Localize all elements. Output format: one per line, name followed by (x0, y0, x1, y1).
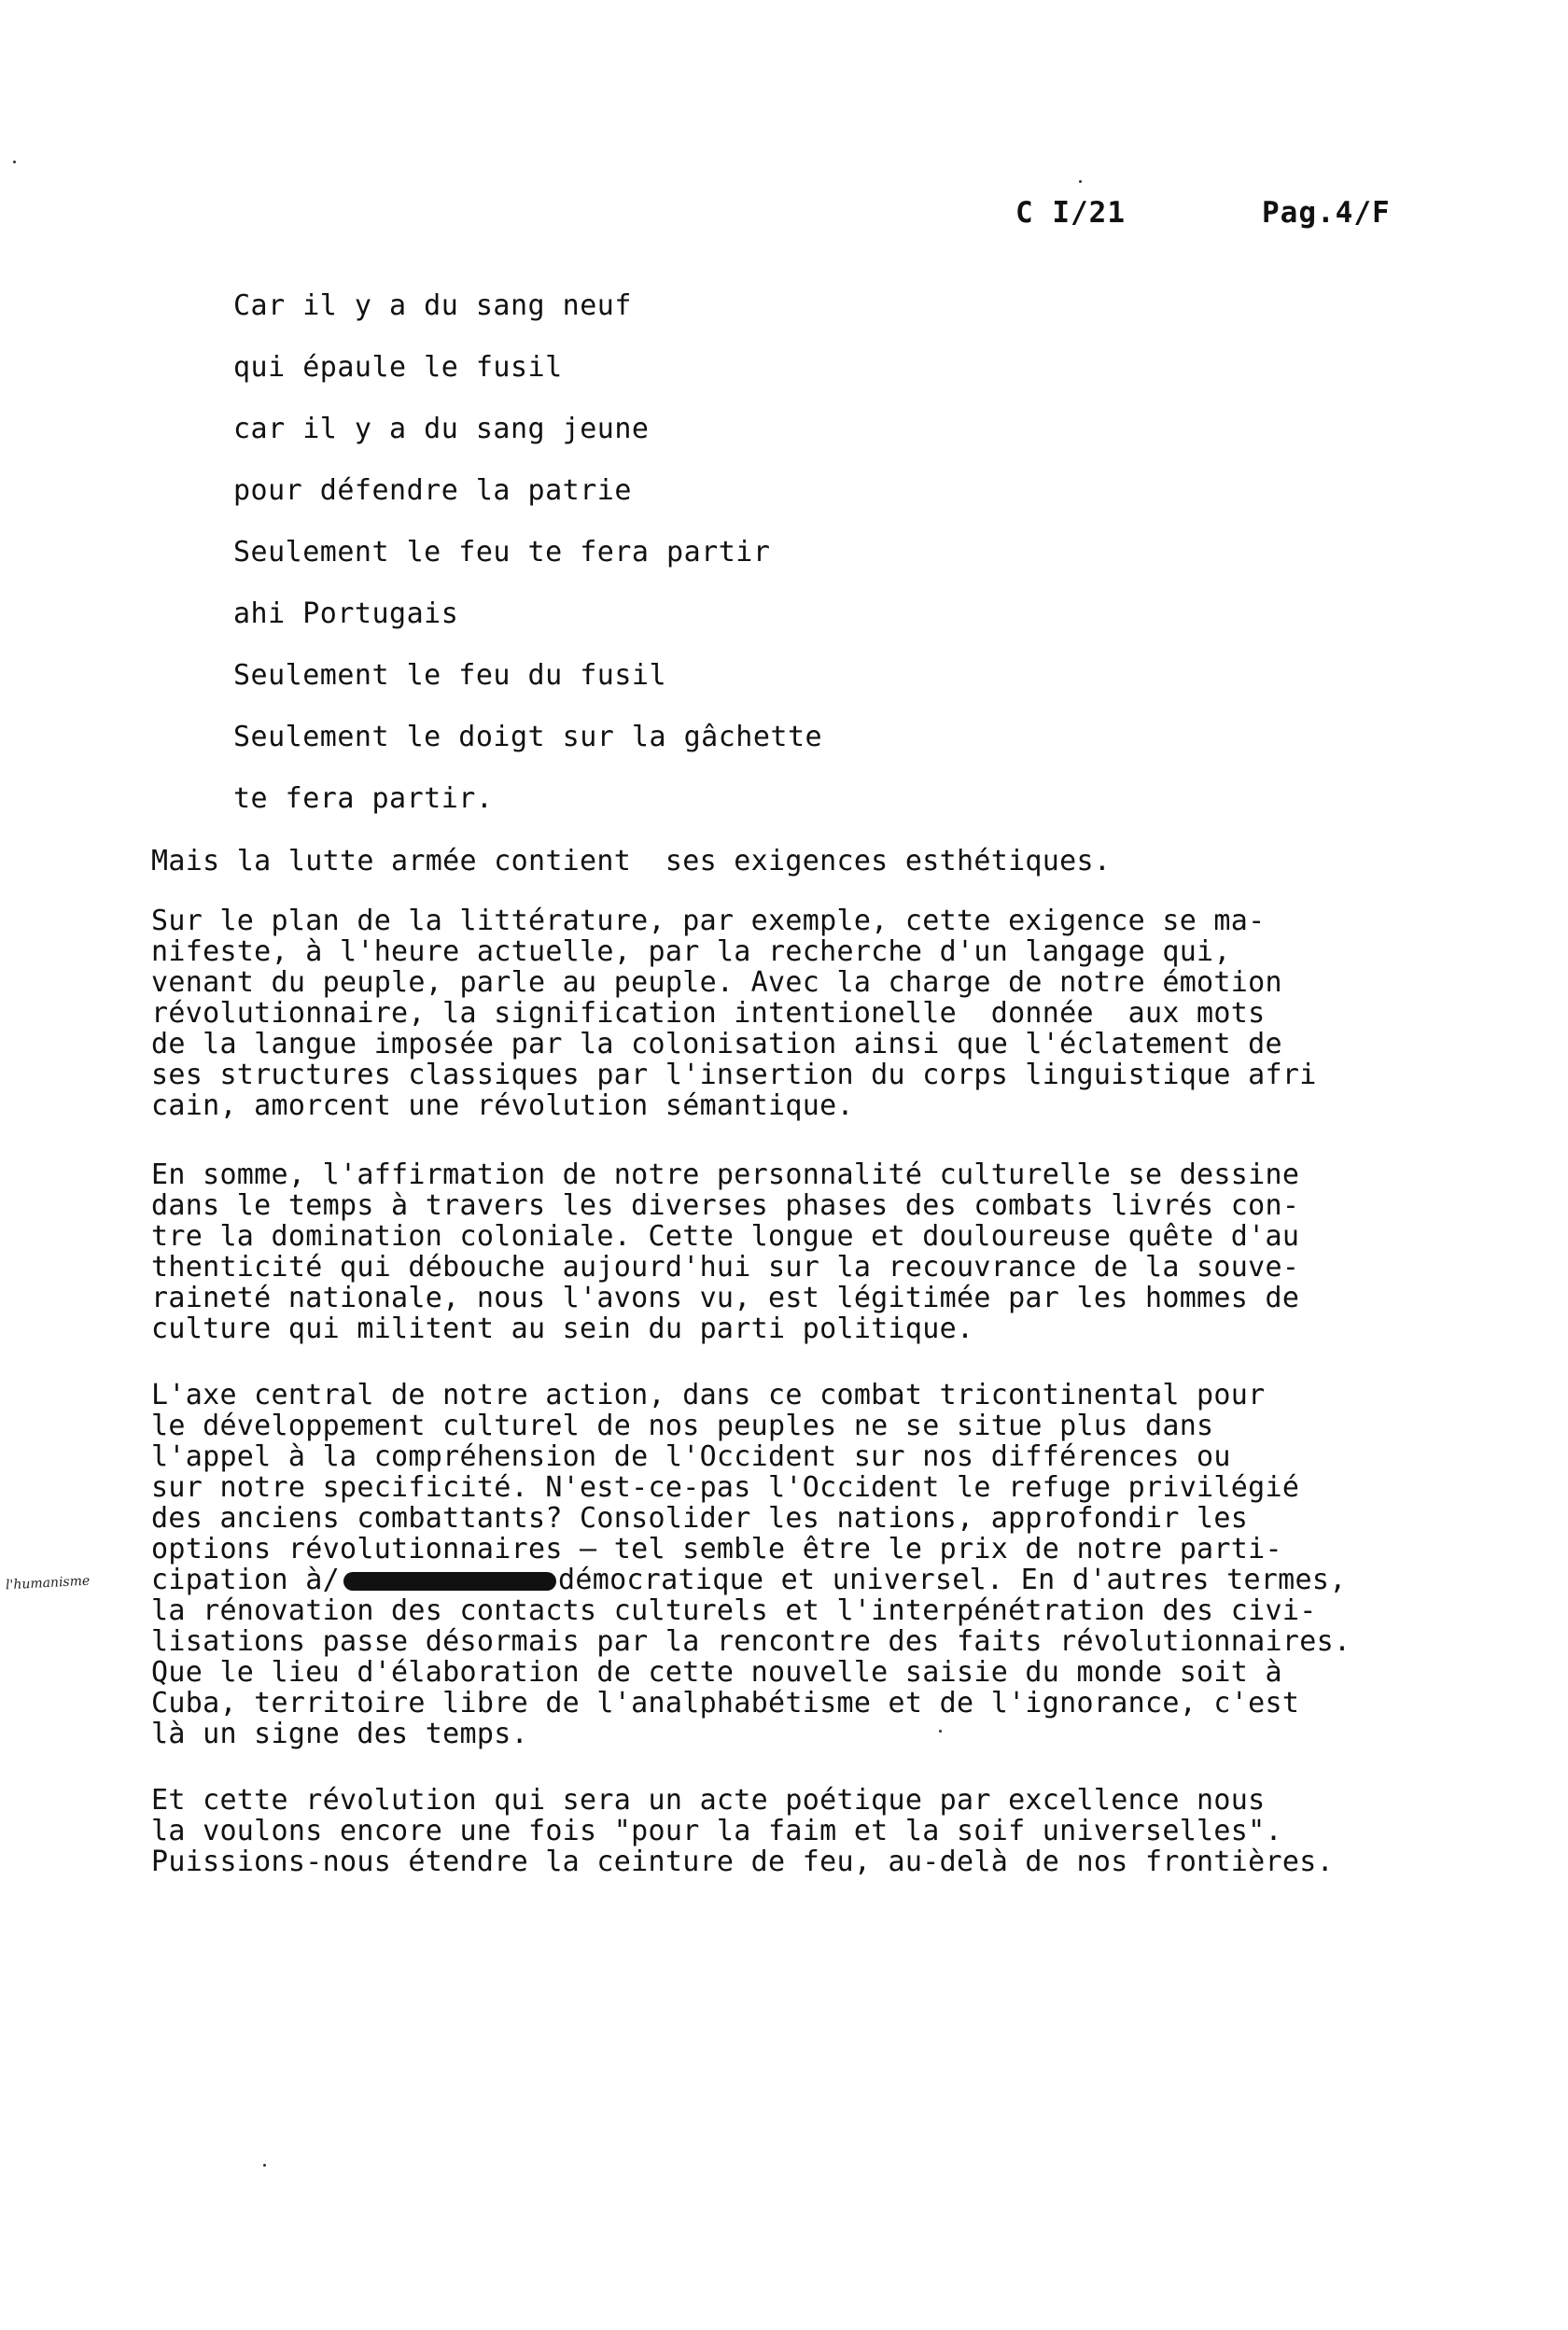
paragraph-line: tre la domination coloniale. Cette longue et douloureuse quête d'au (151, 1220, 1300, 1253)
page-number: Pag.4/F (1262, 196, 1391, 230)
handwritten-margin-note: l'humanisme (5, 1573, 91, 1593)
poem-line: Seulement le doigt sur la gâchette (233, 721, 823, 753)
paper-speck (939, 1730, 942, 1733)
poem-block (233, 288, 822, 842)
paragraph-line: des anciens combattants? Consolider les nations, approfondir les (151, 1502, 1249, 1535)
paragraph-line: cain, amorcent une révolution sémantique. (151, 1089, 854, 1122)
paragraph-line: là un signe des temps. (151, 1718, 528, 1750)
paragraph-line: En somme, l'affirmation de notre personnalité culturelle se dessine (151, 1158, 1300, 1191)
paragraph-line: la voulons encore une fois "pour la faim et la soif universelles". (151, 1815, 1282, 1847)
paragraph-line: Puissions-nous étendre la ceinture de feu, au-delà de nos frontières. (151, 1846, 1334, 1878)
paragraph-line: lisations passe désormais par la rencontre des faits révolutionnaires. (151, 1625, 1351, 1658)
paper-speck (1079, 180, 1082, 183)
paragraph-central-axis (151, 1380, 1495, 1749)
paragraph-armed-struggle (151, 846, 1495, 877)
paragraph-line: Cuba, territoire libre de l'analphabétisme et de l'ignorance, c'est (151, 1687, 1300, 1719)
paragraph-line: l'appel à la compréhension de l'Occident sur nos différences ou (151, 1440, 1231, 1473)
poem-line: qui épaule le fusil (233, 351, 563, 384)
poem-line: pour défendre la patrie (233, 474, 632, 507)
redaction-mark (343, 1572, 556, 1591)
poem-line: Seulement le feu du fusil (233, 659, 667, 692)
paragraph-line: venant du peuple, parle au peuple. Avec la charge de notre émotion (151, 966, 1282, 999)
paragraph-line: Que le lieu d'élaboration de cette nouvelle saisie du monde soit à (151, 1656, 1282, 1689)
paragraph-cultural-identity (151, 1159, 1495, 1344)
paragraph-line: Sur le plan de la littérature, par exemple, cette exigence se ma- (151, 905, 1266, 937)
poem-line: Car il y a du sang neuf (233, 289, 632, 322)
paragraph-literature (151, 905, 1495, 1121)
paragraph-poetic-revolution (151, 1785, 1495, 1877)
paper-speck (263, 2164, 266, 2167)
paragraph-line: la rénovation des contacts culturels et l'interpénétration des civi- (151, 1594, 1317, 1627)
line-end: démocratique et universel. En d'autres termes, (557, 1564, 1347, 1596)
paragraph-line: options révolutionnaires — tel semble être le prix de notre parti- (151, 1533, 1282, 1565)
poem-line: car il y a du sang jeune (233, 413, 650, 445)
paragraph-line-redacted (151, 1565, 1495, 1595)
paragraph-line: thenticité qui débouche aujourd'hui sur la recouvrance de la souve- (151, 1251, 1300, 1284)
poem-line: te fera partir. (233, 782, 494, 815)
reference-code: C I/21 (1015, 196, 1126, 230)
paper-speck (13, 161, 16, 163)
paragraph-line: culture qui militent au sein du parti politique. (151, 1312, 974, 1345)
paragraph-line: de la langue imposée par la colonisation ainsi que l'éclatement de (151, 1028, 1282, 1060)
paragraph-line: Mais la lutte armée contient ses exigences esthétiques. (151, 845, 1112, 877)
paragraph-line: le développement culturel de nos peuples ne se situe plus dans (151, 1410, 1214, 1442)
paragraph-line: nifeste, à l'heure actuelle, par la recherche d'un langage qui, (151, 935, 1231, 968)
poem-line: Seulement le feu te fera partir (233, 536, 771, 568)
poem-line: ahi Portugais (233, 597, 459, 630)
paragraph-line: dans le temps à travers les diverses phases des combats livrés con- (151, 1189, 1300, 1222)
line-start: cipation à/ (151, 1564, 340, 1596)
paragraph-line: révolutionnaire, la signification intentionelle donnée aux mots (151, 997, 1266, 1030)
paragraph-line: ses structures classiques par l'insertion du corps linguistique afri (151, 1059, 1317, 1091)
paragraph-line: Et cette révolution qui sera un acte poétique par excellence nous (151, 1784, 1266, 1817)
paragraph-line: raineté nationale, nous l'avons vu, est légitimée par les hommes de (151, 1282, 1300, 1314)
paragraph-line: L'axe central de notre action, dans ce combat tricontinental pour (151, 1379, 1266, 1411)
paragraph-line: sur notre specificité. N'est-ce-pas l'Occident le refuge privilégié (151, 1471, 1300, 1504)
